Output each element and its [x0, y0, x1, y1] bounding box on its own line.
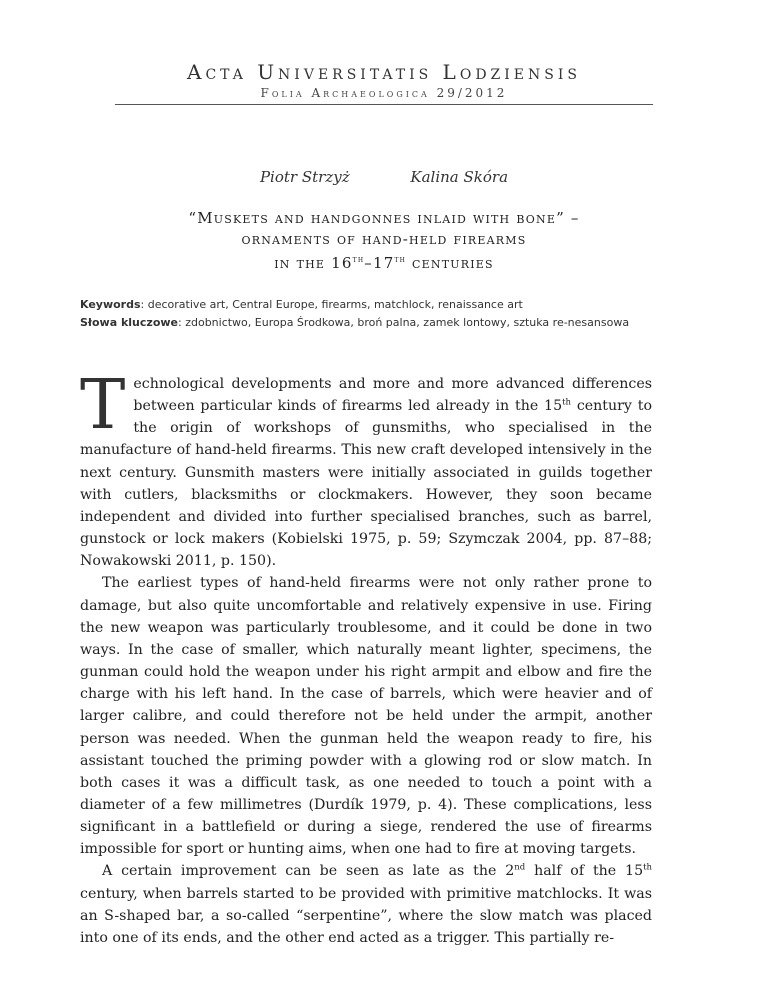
- keywords-label: Słowa kluczowe: [80, 316, 178, 329]
- paragraph-text: century, when barrels started to be provided with primitive matchlocks. It was an S-shaped bar, a so-called “serpentine”, where the slow match was placed into one of its ends, and the other end acted as a trigger. This partially re-: [80, 885, 652, 946]
- title-text: centuries: [406, 254, 494, 272]
- title-line: “Muskets and handgonnes inlaid with bone” –: [188, 209, 580, 227]
- drop-cap: T: [80, 366, 126, 445]
- journal-series: Folia Archaeologica 29/2012: [260, 86, 508, 100]
- superscript: th: [562, 397, 571, 408]
- title-text: –17: [364, 254, 395, 272]
- title-superscript: th: [352, 255, 365, 265]
- paragraph: [80, 366, 652, 572]
- article-title: [115, 208, 653, 274]
- title-text: in the 16: [274, 254, 353, 272]
- keywords-pl: [80, 314, 650, 332]
- paragraph-text: century to the origin of workshops of gunsmiths, who specialised in the manufacture of hand-held firearms. This new craft developed intensively in the next century. Gunsmith masters were initially associated in guilds together with cutlers, blacksmiths or clockmakers. However, they soon became independent and divided into further specialised branches, such as barrel, gunstock or lock makers (Kobielski 1975, p. 59; Szymczak 2004, pp. 87–88; Nowakowski 2011, p. 150).: [80, 398, 652, 570]
- keywords-block: [80, 296, 650, 332]
- article-body: [80, 366, 652, 949]
- paragraph: The earliest types of hand-held firearms were not only rather prone to damage, but also quite uncomfortable and relatively expensive in use. Firing the new weapon was particularly troublesome, and it could be done in two ways. In the case of smaller, which naturally meant lighter, specimens, the gunman could hold the weapon under his right armpit and elbow and fire the charge with his left hand. In the case of barrels, which were heavier and of larger calibre, and could therefore not be held under the armpit, another person was needed. When the gunman held the weapon ready to fire, his assistant touched the priming powder with a glowing rod or slow match. In both cases it was a difficult task, as one needed to touch a point with a diameter of a few millimetres (Durdík 1979, p. 4). These complications, less significant in a battlefield or during a siege, rendered the use of firearms impossible for sport or hunting aims, when one had to fire at moving targets.: [80, 575, 652, 858]
- superscript: th: [643, 862, 652, 873]
- keywords-en: [80, 296, 650, 314]
- header-rule: [115, 104, 653, 105]
- paragraph-text: A certain improvement can be seen as late as the 2: [102, 863, 515, 880]
- keywords-label: Keywords: [80, 298, 141, 311]
- title-line: [115, 250, 653, 274]
- paragraph-text: half of the 15: [525, 863, 644, 880]
- author-name: Piotr Strzyż: [259, 168, 350, 186]
- superscript: nd: [514, 862, 526, 873]
- authors: [115, 168, 653, 186]
- author-name: Kalina Skóra: [410, 168, 509, 186]
- journal-title: Acta Universitatis Lodziensis: [187, 60, 581, 84]
- title-line: ornaments of hand-held firearms: [241, 230, 527, 248]
- keywords-text: : zdobnictwo, Europa Środkowa, broń palna, zamek lontowy, sztuka re-nesansowa: [178, 316, 630, 329]
- title-superscript: th: [394, 255, 407, 265]
- paragraph: [80, 860, 652, 949]
- paragraph-text: echnological developments and more and more advanced differences between particular kinds of firearms led already in the 15: [133, 376, 652, 415]
- keywords-text: : decorative art, Central Europe, firearms, matchlock, renaissance art: [140, 298, 523, 311]
